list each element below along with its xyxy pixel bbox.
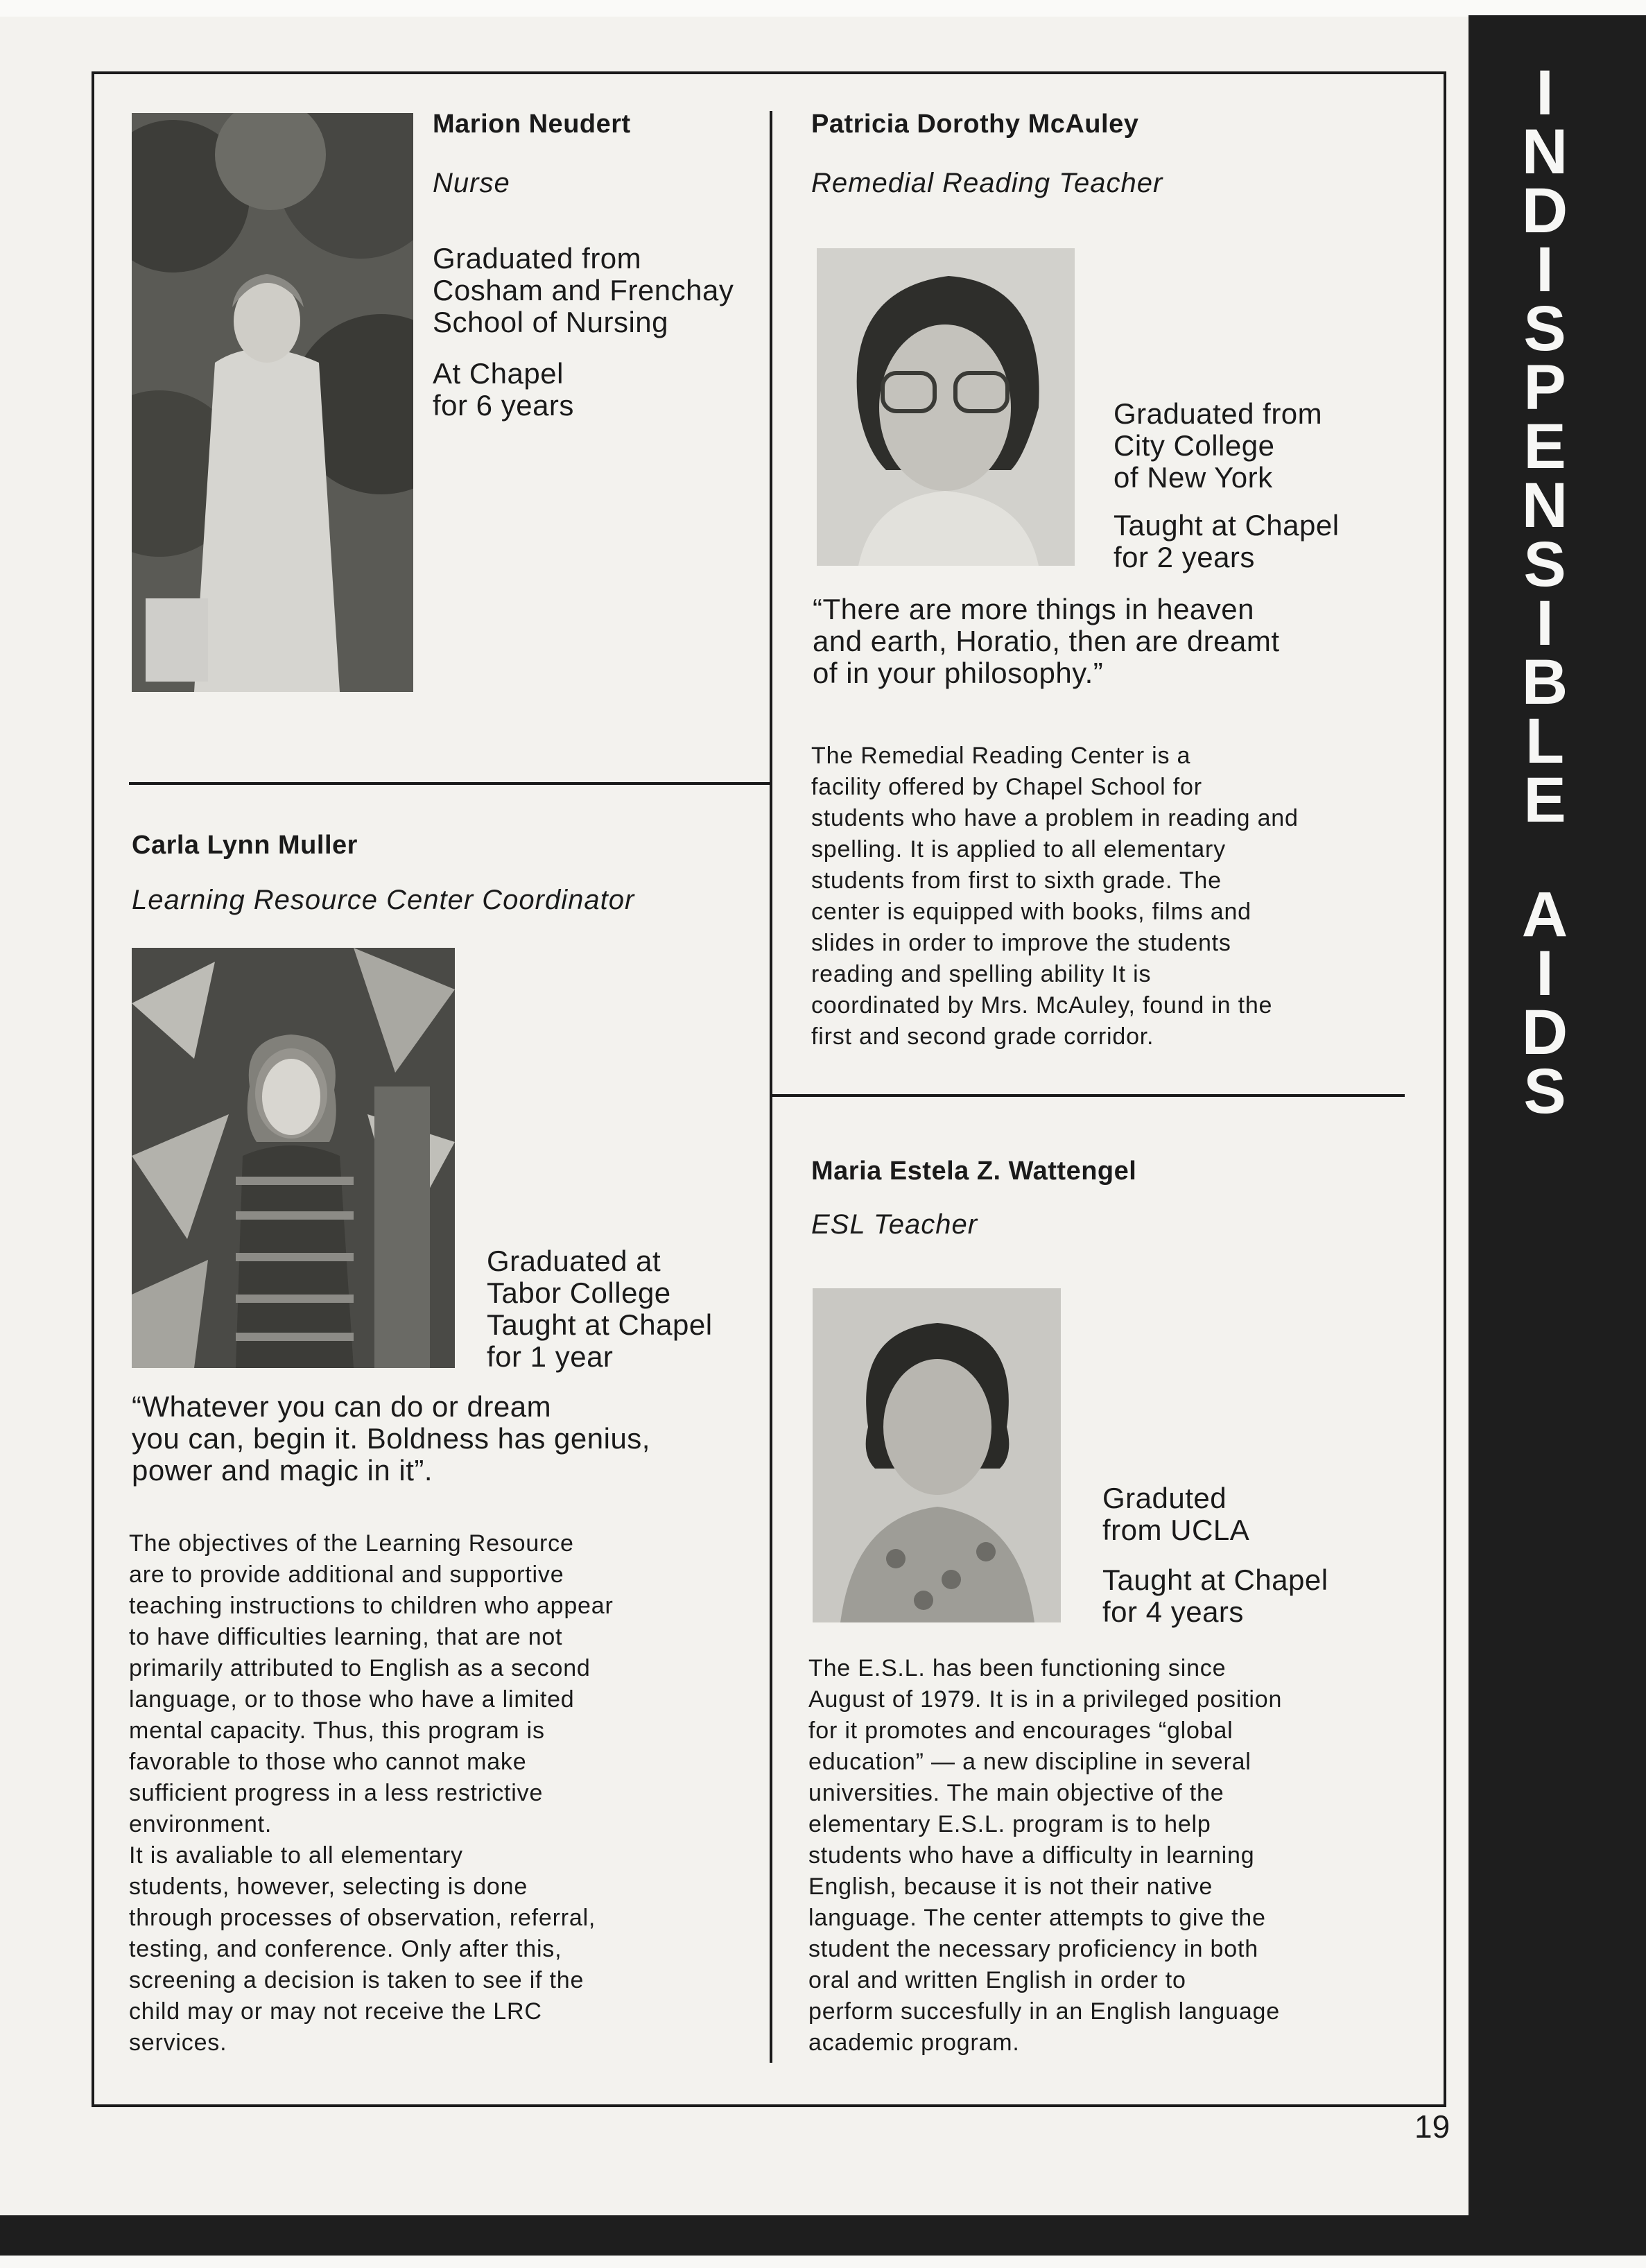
staff-name: Carla Lynn Muller (132, 831, 358, 860)
column-divider (770, 111, 772, 2063)
section-title-letter: I (1536, 938, 1554, 1009)
section-title-letter: S (1523, 1056, 1566, 1127)
section-title-letter: S (1523, 529, 1566, 600)
section-title-letter: D (1521, 175, 1568, 246)
staff-quote: “There are more things in heaven and earth, Horatio, then are dreamt of in your philosophy.” (813, 593, 1280, 689)
program-description: The Remedial Reading Center is a facility offered by Chapel School for students who have a problem in reading and spelling. It is applied to all elementary students from first to sixth grade. The center is equipped with books, films and slides in order to improve the students reading and spelling ability It is coordinated by Mrs. McAuley, found in the first and second grade corridor. (811, 743, 1299, 1050)
program-description: The objectives of the Learning Resource are to provide additional and supportive teaching instructions to children who appear to have difficulties learning, that are not primarily attributed to English as a second language, or to those who have a limited mental capacity. Thus, this program is favorable to those who cannot make sufficient progress in a less restrictive environment. It is avaliable to all elementary students, however, selecting is done through processes of observation, referral, testing, and conference. Only after this, screening a decision is taken to see if the child may or may not receive the LRC services. (129, 1530, 614, 2056)
section-title-letter: A (1521, 879, 1568, 950)
staff-education: Graduated at Tabor College Taught at Chapel for 1 year (487, 1245, 713, 1373)
staff-education: Graduted from UCLA (1102, 1482, 1250, 1546)
staff-education: Graduated from City College of New York (1114, 397, 1323, 494)
staff-role: Learning Resource Center Coordinator (132, 885, 635, 915)
program-description: The E.S.L. has been functioning since August of 1979. It is in a privileged position for it promotes and encourages “global education” — a new discipline in several universities. The main objective of the elementary E.S.L. program is to help students who have a difficulty in learning English, because it is not their native language. The center attempts to give the student the necessary proficiency in both oral and written English in order to perform succesfully in an English language academic program. (808, 1655, 1283, 2056)
section-title-letter: I (1536, 58, 1554, 128)
staff-name: Maria Estela Z. Wattengel (811, 1157, 1137, 1186)
staff-name: Marion Neudert (433, 110, 631, 139)
photo-marion-neudert (132, 113, 413, 692)
section-title-letter: E (1523, 765, 1566, 836)
section-title-letter: I (1536, 588, 1554, 659)
staff-role: ESL Teacher (811, 1209, 978, 1240)
section-title-letter: S (1523, 293, 1566, 364)
section-title-vertical (1469, 58, 1621, 1127)
divider-left (129, 782, 771, 785)
section-title-letter: E (1523, 411, 1566, 482)
page-number: 19 (1414, 2109, 1450, 2145)
staff-education: Graduated from Cosham and Frenchay School of Nursing (433, 242, 734, 338)
section-title-letter: N (1521, 116, 1568, 187)
scan-bottom-bar (0, 2215, 1646, 2256)
photo-maria-wattengel (813, 1288, 1061, 1622)
staff-name: Patricia Dorothy McAuley (811, 110, 1139, 139)
staff-role: Nurse (433, 168, 510, 198)
section-title-letter: P (1523, 352, 1566, 423)
section-title-letter: L (1525, 706, 1565, 777)
section-title-letter: B (1521, 647, 1568, 718)
staff-role: Remedial Reading Teacher (811, 168, 1163, 198)
divider-right (771, 1094, 1405, 1097)
section-title-letter: I (1536, 234, 1554, 305)
photo-carla-muller (132, 948, 455, 1368)
staff-tenure: Taught at Chapel for 4 years (1102, 1564, 1328, 1628)
scan-edge-top (0, 0, 1646, 17)
section-title-letter: N (1521, 470, 1568, 541)
section-title-letter: D (1521, 997, 1568, 1068)
staff-tenure: At Chapel for 6 years (433, 357, 574, 422)
photo-patricia-mcauley (817, 248, 1075, 566)
staff-quote: “Whatever you can do or dream you can, begin it. Boldness has genius, power and magic in it”. (132, 1390, 650, 1487)
staff-tenure: Taught at Chapel for 2 years (1114, 509, 1340, 573)
